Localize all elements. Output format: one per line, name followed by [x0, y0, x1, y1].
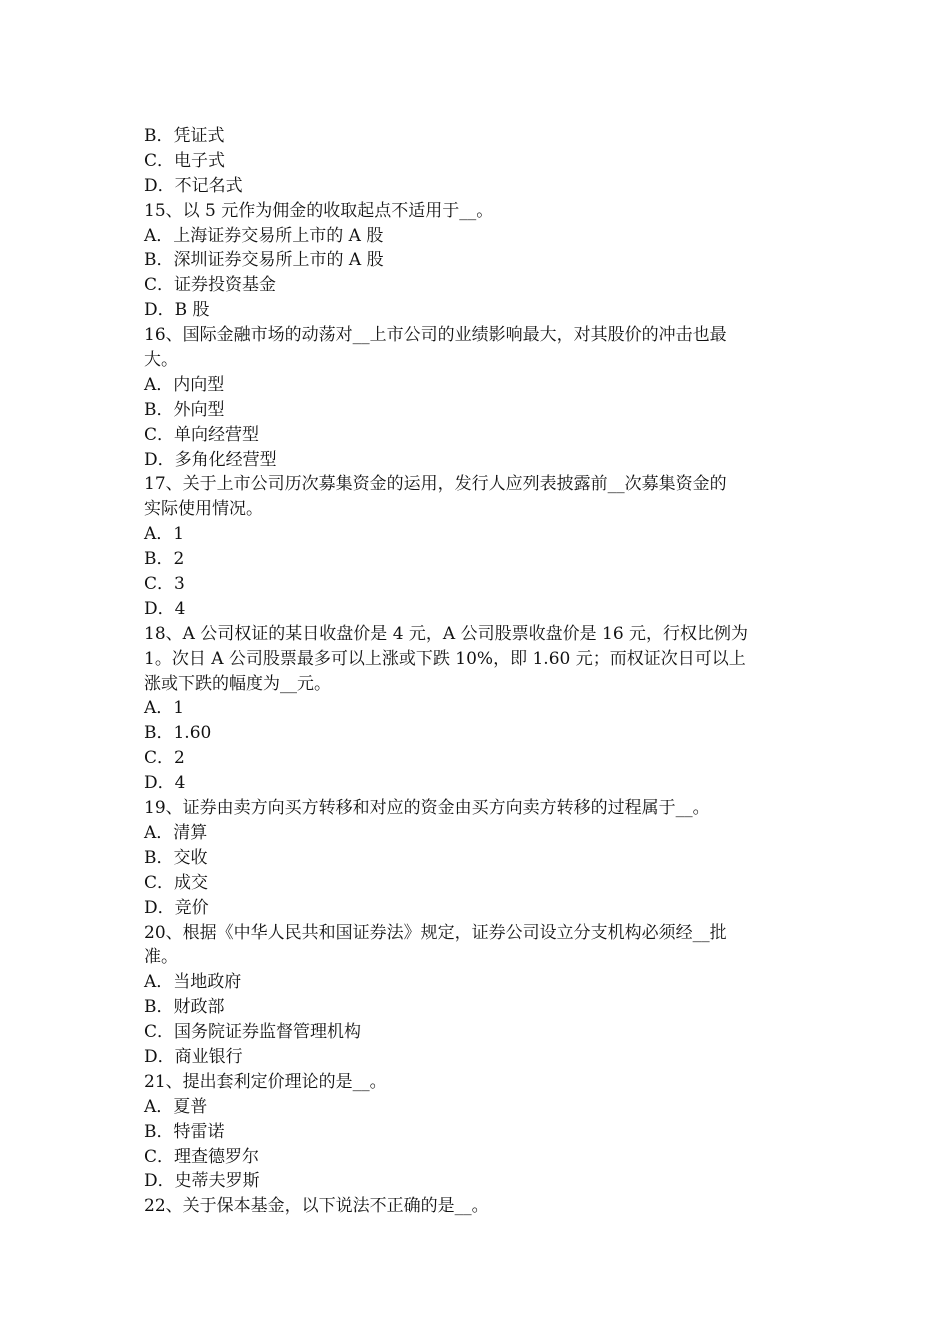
option-line: A．内向型	[144, 374, 225, 395]
option-line: D．多角化经营型	[144, 449, 277, 470]
option-line: C．电子式	[144, 150, 226, 171]
option-line: D．B 股	[144, 300, 210, 321]
option-line: B．外向型	[144, 399, 225, 420]
option-line: A．1	[144, 698, 185, 719]
question-22: 22、关于保本基金，以下说法不正确的是__。	[144, 1196, 489, 1217]
option-line: D．不记名式	[144, 175, 243, 196]
option-line: D．4	[144, 773, 186, 794]
option-line: B．财政部	[144, 997, 225, 1018]
document-body	[144, 124, 810, 1219]
option-line: A．清算	[144, 822, 208, 843]
option-line: C．单向经营型	[144, 424, 260, 445]
option-line: C．国务院证券监督管理机构	[144, 1022, 362, 1043]
option-line: B．2	[144, 549, 185, 570]
option-line: B．1.60	[144, 723, 212, 744]
option-line: C．3	[144, 574, 185, 595]
option-line: B．深圳证券交易所上市的 A 股	[144, 250, 384, 271]
question-18-continued: 涨或下跌的幅度为__元。	[144, 673, 331, 694]
question-16: 16、国际金融市场的动荡对__上市公司的业绩影响最大，对其股价的冲击也最	[144, 325, 727, 346]
question-20: 20、根据《中华人民共和国证券法》规定，证券公司设立分支机构必须经__批	[144, 922, 727, 943]
question-21: 21、提出套利定价理论的是__。	[144, 1071, 387, 1092]
option-line: A．1	[144, 524, 185, 545]
option-line: C．证券投资基金	[144, 275, 277, 296]
option-line: D．竞价	[144, 897, 209, 918]
option-line: B．特雷诺	[144, 1121, 225, 1142]
option-line: D．史蒂夫罗斯	[144, 1171, 260, 1192]
question-17: 17、关于上市公司历次募集资金的运用，发行人应列表披露前__次募集资金的	[144, 474, 727, 495]
question-17-continued: 实际使用情况。	[144, 499, 263, 520]
question-20-continued: 准。	[144, 947, 178, 968]
question-18: 18、A 公司权证的某日收盘价是 4 元，A 公司股票收盘价是 16 元，行权比例为	[144, 623, 749, 644]
option-line: C．2	[144, 748, 185, 769]
option-line: A．上海证券交易所上市的 A 股	[144, 225, 384, 246]
question-18-continued: 1。次日 A 公司股票最多可以上涨或下跌 10%，即 1.60 元；而权证次日可以上	[144, 648, 746, 669]
option-line: B．凭证式	[144, 126, 225, 146]
option-line: C．成交	[144, 872, 209, 893]
option-line: A．夏普	[144, 1096, 208, 1117]
option-line: B．交收	[144, 847, 208, 868]
option-line: C．理查德罗尔	[144, 1146, 260, 1167]
option-line: D．商业银行	[144, 1046, 243, 1067]
question-19: 19、证券由卖方向买方转移和对应的资金由买方向卖方转移的过程属于__。	[144, 798, 710, 819]
question-15: 15、以 5 元作为佣金的收取起点不适用于__。	[144, 200, 494, 221]
question-16-continued: 大。	[144, 350, 178, 371]
option-line: A．当地政府	[144, 972, 242, 993]
option-line: D．4	[144, 598, 186, 619]
